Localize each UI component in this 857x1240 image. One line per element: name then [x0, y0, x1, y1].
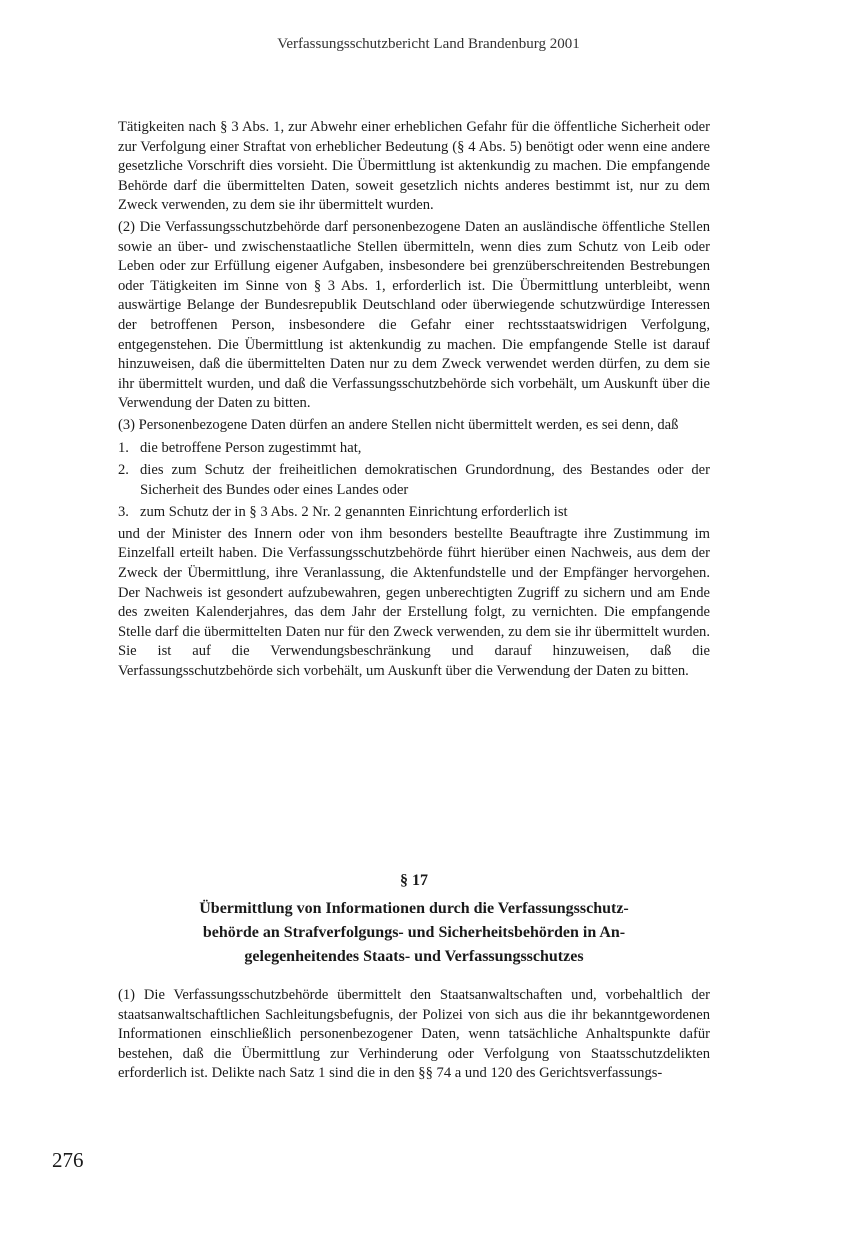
list-item-number: 2. — [118, 462, 129, 479]
section-title-line-1: Übermittlung von Informationen durch die Verfassungsschutz- — [199, 900, 629, 917]
paragraph-4: und der Minister des Innern oder von ihm besonders bestellte Beauftragte ihre Zustimmung im Einzelfall erteilt haben. Die Verfassungsschutzbehörde führt hierüber einen Nachweis, aus dem der Zweck der Übermittlung, ihre Veranlassung, die Aktenfundstelle und der Empfänger hervorgehen. Der Nachweis ist gesondert aufzubewahren, gegen unberechtigten Zugriff zu sichern und am Ende des zweiten Kalenderjahres, das dem Jahr der Erstellung folgt, zu vernichten. Die empfangende Stelle darf die übermittelten Daten nur für den Zweck verwenden, zu dem sie ihr übermittelt wurden. Sie ist auf die Verwendungsbeschränkung und darauf hinzuweisen, daß die Verfassungsschutzbehörde sich vorbehält, um Auskunft über die Verwendung der Daten zu bitten. — [118, 525, 710, 680]
list-item-number: 3. — [118, 504, 129, 521]
list-item-text: zum Schutz der in § 3 Abs. 2 Nr. 2 genannten Einrichtung erforderlich ist — [140, 504, 568, 521]
section-paragraph-1: (1) Die Verfassungsschutzbehörde übermittelt den Staatsanwaltschaften und, vorbehaltlich der staatsanwaltschaftlichen Sachleitungsbefugnis, der Polizei von sich aus die ihr bekanntgewordenen Informationen einschließlich personenbezogener Daten, wenn tatsächliche Anhaltspunkte dafür bestehen, daß die Übermittlung zur Verhinderung oder Verfolgung von Staatsschutzdelikten erforderlich ist. Delikte nach Satz 1 sind die in den §§ 74 a und 120 des Gerichtsverfassungs- — [118, 987, 710, 1082]
section-title-line-3: gelegenheitendes Staats- und Verfassungsschutzes — [244, 948, 584, 965]
section-heading — [118, 869, 710, 969]
list-item — [118, 461, 710, 500]
list-item-text: dies zum Schutz der freiheitlichen demokratischen Grundordnung, des Bestandes oder der Sicherheit des Bundes oder eines Landes oder — [140, 462, 710, 498]
body-text — [118, 118, 710, 682]
enumerated-list — [118, 439, 710, 523]
list-item-number: 1. — [118, 439, 129, 456]
section-body-text — [118, 986, 710, 1084]
list-item — [118, 439, 710, 459]
paragraph-2: (2) Die Verfassungsschutzbehörde darf personenbezogene Daten an ausländische öffentliche Stellen sowie an über- und zwischenstaatliche Stellen übermitteln, wenn dies zum Schutz von Leib oder Leben oder zur Erfüllung eigener Aufgaben, insbesondere bei grenzüberschreitenden Bestrebungen oder Tätigkeiten im Sinne von § 3 Abs. 1, erforderlich ist. Die Übermittlung unterbleibt, wenn auswärtige Belange der Bundesrepublik Deutschland oder überwiegende schutzwürdige Interessen der betroffenen Person, insbesondere die Gefahr einer rechtsstaatswidrigen Verfolgung, entgegenstehen. Die Übermittlung ist aktenkundig zu machen. Die empfangende Stelle ist darauf hinzuweisen, daß die übermittelten Daten nur zu dem Zweck verwendet werden dürfen, zu dem sie ihr übermittelt wurden, und daß die Verfassungsschutzbehörde sich vorbehält, um Auskunft über die Verwendung der Daten zu bitten. — [118, 218, 710, 412]
list-item — [118, 503, 710, 523]
list-item-text: die betroffene Person zugestimmt hat, — [140, 439, 362, 456]
running-header: Verfassungsschutzbericht Land Brandenburg 2001 — [277, 36, 580, 52]
paragraph-3: (3) Personenbezogene Daten dürfen an andere Stellen nicht übermittelt werden, es sei denn, daß — [118, 416, 679, 433]
page-number: 276 — [52, 1148, 84, 1172]
paragraph-1: Tätigkeiten nach § 3 Abs. 1, zur Abwehr einer erheblichen Gefahr für die öffentliche Sicherheit oder zur Verfolgung einer Straftat von erheblicher Bedeutung (§ 4 Abs. 5) benötigt oder wenn eine andere gesetzliche Vorschrift dies vorsieht. Die Übermittlung ist aktenkundig zu machen. Die empfangende Behörde darf die übermittelten Daten, soweit gesetzlich nichts anderes bestimmt ist, nur zu dem Zweck verwenden, zu dem sie ihr übermittelt wurden. — [118, 119, 710, 214]
section-title-line-2: behörde an Strafverfolgungs- und Sicherheitsbehörden in An- — [202, 924, 626, 941]
section-number: § 17 — [400, 872, 428, 889]
